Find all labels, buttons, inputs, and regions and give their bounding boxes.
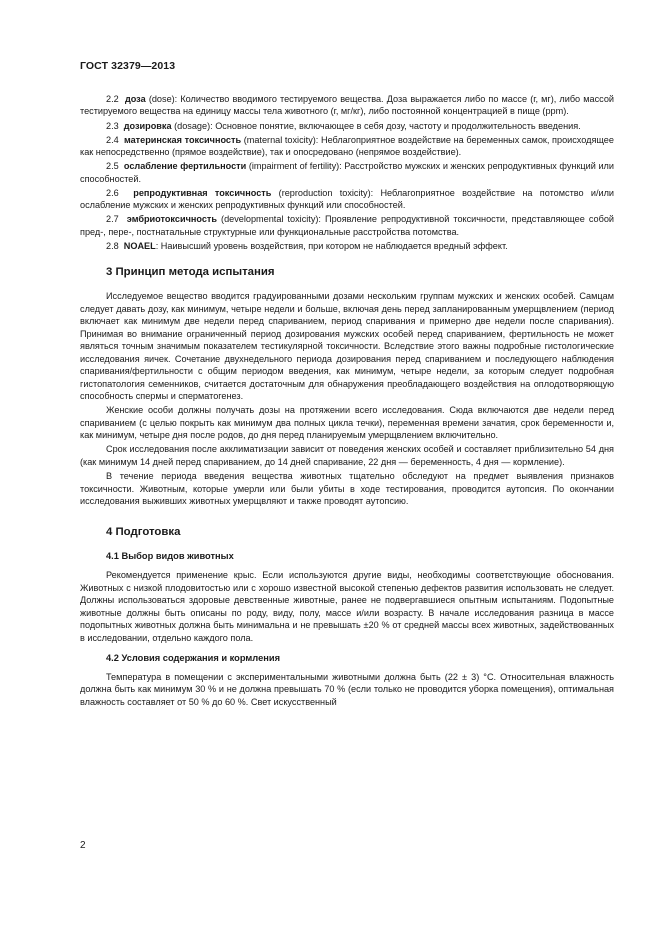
subsection-4-2-heading: 4.2 Условия содержания и кормления [106, 653, 280, 664]
definition-2-3: 2.3 дозировка (dosage): Основное понятие, включающее в себя дозу, частоту и продолжительность введения. [106, 120, 581, 131]
definition-term: доза [124, 94, 146, 104]
subsection-4-2-text: Температура в помещении с экспериментальными животными должна быть (22 ± 3) °С. Относительная влажность должна быть как минимум 30 % и не должна превышать 70 % (если только не проводится уборка помещения), оптимальная влажность составляет от 50 % до 60 %. Свет искусственный [80, 671, 614, 707]
document-header: ГОСТ 32379—2013 [80, 60, 176, 72]
definition-term: репродуктивная токсичность [133, 187, 272, 198]
section-3-paragraph: Исследуемое вещество вводится градуированными дозами нескольким группам мужских и женских особей. Самцам следует давать дозу, как минимум, четыре недели и больше, включая день перед запланированным умерщвлением (период включает как минимум две недели перед спариванием, период спаривания и примерно две недели после спаривания). Принимая во внимание ограниченный период дозирования мужских особей перед спариванием, фертильность не может являться точным значимым показателем тестикулярной токсичности. Вследствие этого важны подробные гистологические исследования яичек. Сочетание двухнедельного периода дозирования перед спариванием и последующего наблюдения спаривания/фертильности с общим периодом введения, как минимум, четыре недели, за которым следует подробная гистопатология семенников, считается достаточным для обнаружения преобладающего воздействия на оплодотворяющую способность спермы и сперматогенез. [80, 291, 614, 402]
definition-2-6: 2.6 репродуктивная токсичность (reproduction toxicity): Неблагоприятное воздействие на потомство и/или ослабление мужских и женских репродуктивных функций или способностей. [80, 187, 615, 210]
definition-2-2: 2.2 доза (dose): Количество вводимого тестируемого вещества. Доза выражается либо по массе (г, мг), либо массой тестируемого вещества на единицу массы тела животного (г, мг/кг), либо постоянной концентрацией в пище (ppm). [80, 94, 614, 117]
subsection-4-1-heading: 4.1 Выбор видов животных [106, 551, 234, 561]
definition-term: материнская токсичность [123, 134, 242, 145]
section-3-paragraph: В течение периода введения вещества животных тщательно обследуют на предмет выявления признаков токсичности. Животным, которые умерли или были убиты в ходе тестирования, проводится аутопсия. По окончании исследования выживших животных умерщвляют и также проводят аутопсию. [80, 471, 614, 507]
definition-term: дозировка [123, 120, 172, 131]
subsection-4-1-text: Рекомендуется применение крыс. Если используются другие виды, необходимы соответствующие обоснования. Животных с низкой плодовитостью или с хорошо известной высокой степенью дефектов развития использовать не следует. Должны использоваться здоровые девственные животные, ранее не подвергавшиеся опытным испытаниям. Подопытные животные должны быть описаны по роду, виду, полу, массе и/или возрасту. В начале исследования разница в массе подопытных животных должна быть минимальна и не превышать ±20 % от средней массы всех животных, задействованных в исследовании, отдельно каждого пола. [80, 570, 614, 643]
section-3-paragraph: Срок исследования после акклиматизации зависит от поведения женских особей и составляет приблизительно 54 дня (как минимум 14 дней перед спариванием, до 14 дней спаривание, 22 дня — беременность, 4 дня — кормление). [80, 444, 614, 467]
definition-2-5: 2.5 ослабление фертильности (impairment of fertility): Расстройство мужских и женских репродуктивных функций или способностей. [80, 161, 614, 184]
definition-term: ослабление фертильности [123, 161, 247, 172]
definition-2-4: 2.4 материнская токсичность (maternal toxicity): Неблагоприятное воздействие на беременных самок, происходящее как непосредственно (прямое воздействие), так и опосредовано (непрямое воздействие). [80, 134, 614, 157]
page-body [80, 93, 614, 709]
section-3-heading: 3 Принцип метода испытания [106, 266, 275, 278]
definition-term: NOAEL [123, 240, 156, 251]
definition-2-7: 2.7 эмбриотоксичность (developmental toxicity): Проявление репродуктивной токсичности, представляющее собой пред-, пере-, постнатальные структурные или функциональные расстройства потомства. [80, 214, 614, 237]
page-number: 2 [80, 840, 86, 851]
definition-term: эмбриотоксичность [126, 214, 217, 225]
definition-2-8: 2.8 NOAEL: Наивысший уровень воздействия, при котором не наблюдается вредный эффект. [106, 240, 508, 251]
section-3-paragraph: Женские особи должны получать дозы на протяжении всего исследования. Сюда включаются две недели перед спариванием (с целью покрыть как минимум два полных цикла течки), переменная времени зачатия, срок беременности и, как минимум, четыре дня после родов, до дня перед планируемым умерщвлением включительно. [80, 405, 614, 441]
section-4-heading: 4 Подготовка [106, 525, 181, 538]
